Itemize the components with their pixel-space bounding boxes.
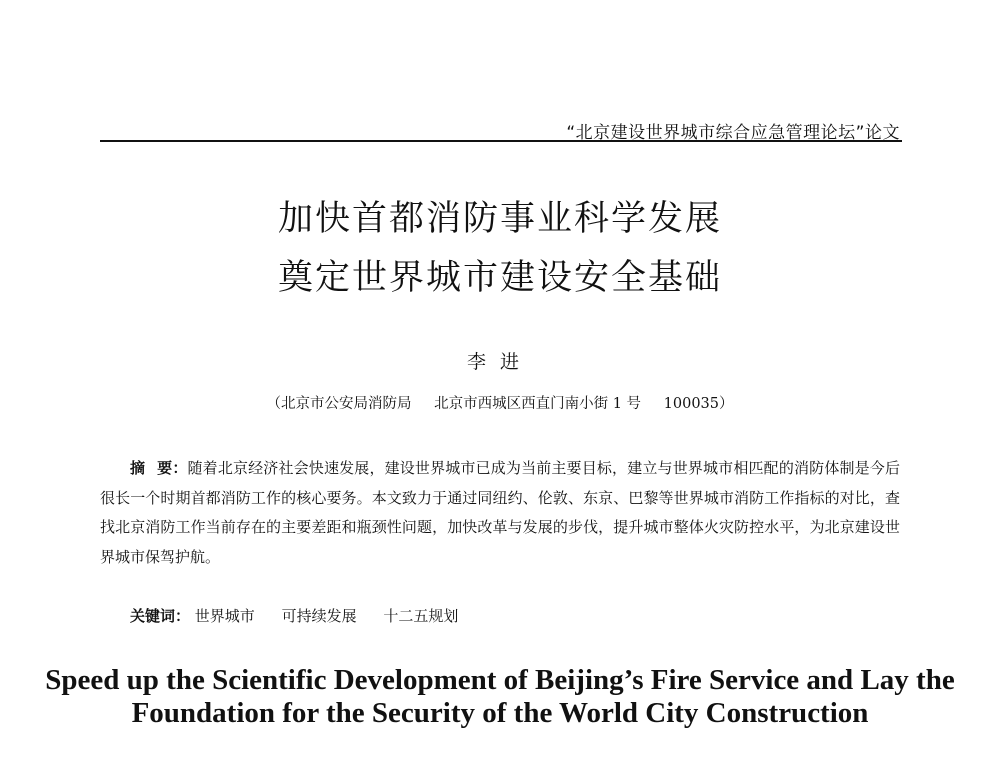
keyword-item: 十二五规划 — [383, 607, 459, 625]
keywords — [130, 605, 480, 626]
abstract-text: 随着北京经济社会快速发展，建设世界城市已成为当前主要目标，建立与世界城市相匹配的消防体制是今后很长一个时期首都消防工作的核心要务。本文致力于通过同纽约、伦敦、东京、巴黎等世界城市消防工作指标的对比，查找北京消防工作当前存在的主要差距和瓶颈性问题，加快改革与发展的步伐，提升城市整体火灾防控水平，为北京建设世界城市保驾护航。 — [100, 459, 900, 566]
keywords-label: 关键词： — [130, 607, 191, 625]
author-name: 李进 — [466, 351, 533, 373]
affiliation-address: 北京市西城区西直门南小街 1 号 — [434, 396, 642, 412]
chinese-title-line-1: 加快首都消防事业科学发展 — [277, 199, 722, 239]
abstract-label-part-1: 摘 — [130, 459, 146, 477]
abstract-label-part-2: 要： — [157, 459, 188, 477]
keyword-item: 世界城市 — [194, 607, 255, 625]
affiliation-close-paren: ） — [719, 396, 734, 412]
affiliation-organization: 北京市公安局消防局 — [280, 396, 412, 412]
author-affiliation — [0, 392, 1000, 413]
english-title: Speed up the Scientific Development of Beijing’s Fire Service and Lay the Foundation for the Security of the World City Construction — [45, 664, 955, 729]
abstract — [100, 454, 900, 572]
running-head: “北京建设世界城市综合应急管理论坛”论文 — [566, 123, 900, 143]
affiliation-open-paren: （ — [266, 396, 281, 412]
keyword-item: 可持续发展 — [281, 607, 357, 625]
header-rule — [100, 140, 902, 142]
abstract-label — [130, 459, 188, 477]
affiliation-postcode: 100035 — [663, 396, 720, 412]
chinese-title-line-2: 奠定世界城市建设安全基础 — [277, 258, 722, 298]
